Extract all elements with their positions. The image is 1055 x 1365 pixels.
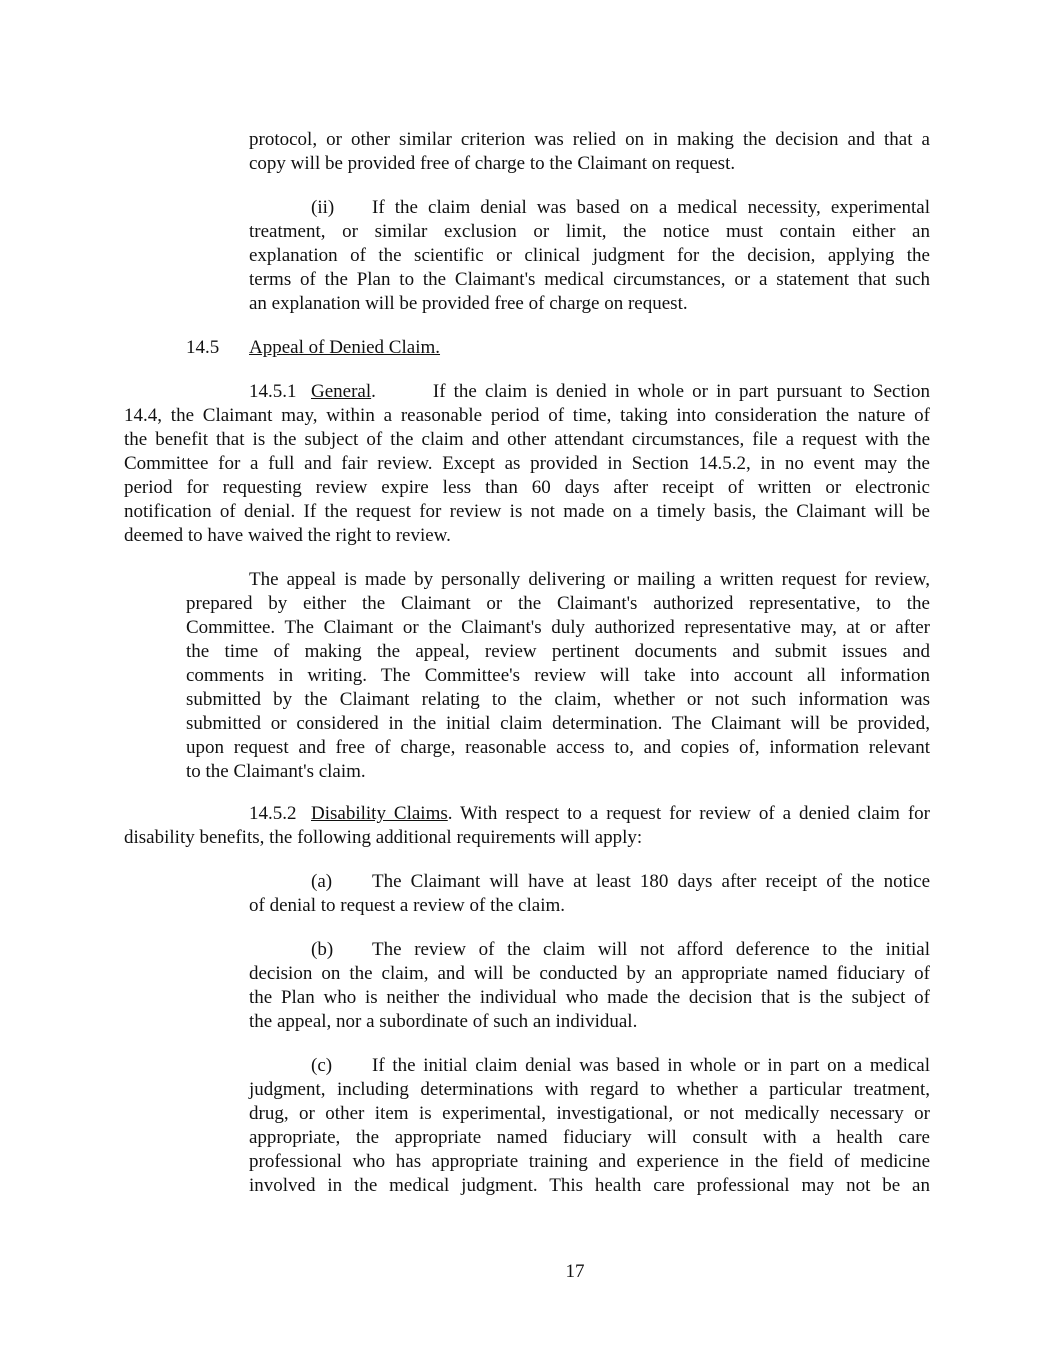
section-heading-14-5 bbox=[186, 336, 930, 360]
page-number: 17 bbox=[565, 1261, 585, 1282]
paragraph-14-5-1 bbox=[124, 380, 930, 548]
text-line bbox=[249, 1054, 930, 1078]
text-line: disability benefits, the following additional requirements will apply: bbox=[124, 827, 643, 848]
text-line bbox=[249, 196, 930, 220]
text-line: deemed to have waived the right to review. bbox=[124, 525, 451, 546]
text-line: prepared by either the Claimant or the Claimant's authorized representative, to the bbox=[186, 593, 930, 614]
section-number: 14.5 bbox=[186, 337, 220, 358]
paragraph-criterion-continuation bbox=[249, 128, 930, 176]
text-line: comments in writing. The Committee's review will take into account all information bbox=[186, 665, 930, 686]
text-line: the benefit that is the subject of the claim and other attendant circumstances, file a request with the bbox=[124, 429, 930, 450]
text-line: Committee. The Claimant or the Claimant's duly authorized representative may, at or after bbox=[186, 617, 930, 638]
text-line: of denial to request a review of the claim. bbox=[249, 895, 566, 916]
text-line: copy will be provided free of charge to the Claimant on request. bbox=[249, 153, 736, 174]
text-line: explanation of the scientific or clinical judgment for the decision, applying the bbox=[249, 245, 930, 266]
text-line bbox=[249, 938, 930, 962]
item-label: (b) bbox=[311, 939, 334, 960]
text-line: the Plan who is neither the individual who made the decision that is the subject of bbox=[249, 987, 930, 1008]
text-line: If the initial claim denial was based in whole or in part on a medical bbox=[372, 1055, 930, 1076]
item-label: (ii) bbox=[311, 197, 335, 218]
text-line: If the claim is denied in whole or in part pursuant to Section bbox=[432, 381, 930, 402]
paragraph-appeal bbox=[186, 568, 930, 784]
text-line: period for requesting review expire less than 60 days after receipt of written or electronic bbox=[124, 477, 930, 498]
text-line: judgment, including determinations with regard to whether a particular treatment, bbox=[249, 1079, 930, 1100]
text-line: treatment, or similar exclusion or limit, the notice must contain either an bbox=[249, 221, 930, 242]
text-line: The appeal is made by personally delivering or mailing a written request for review, bbox=[249, 569, 930, 590]
text-line bbox=[249, 870, 930, 894]
item-a bbox=[249, 870, 930, 918]
paragraph-14-5-2 bbox=[124, 802, 930, 850]
text-line: Committee for a full and fair review. Except as provided in Section 14.5.2, in no event may the bbox=[124, 453, 930, 474]
heading-suffix: . bbox=[371, 381, 376, 402]
item-label: (a) bbox=[311, 871, 333, 892]
text-line: If the claim denial was based on a medical necessity, experimental bbox=[372, 197, 930, 218]
item-b bbox=[249, 938, 930, 1034]
text-line: . With respect to a request for review of a denied claim for bbox=[447, 803, 930, 824]
text-line: submitted or considered in the initial claim determination. The Claimant will be provided, bbox=[186, 713, 930, 734]
text-line: protocol, or other similar criterion was relied on in making the decision and that a bbox=[249, 129, 930, 150]
text-line: submitted by the Claimant relating to the claim, whether or not such information was bbox=[186, 689, 930, 710]
paragraph-ii bbox=[249, 196, 930, 316]
text-line: terms of the Plan to the Claimant's medical circumstances, or a statement that such bbox=[249, 269, 930, 290]
text-line: upon request and free of charge, reasonable access to, and copies of, information relevant bbox=[186, 737, 930, 758]
section-title: Appeal of Denied Claim. bbox=[249, 337, 441, 358]
text-line: the appeal, nor a subordinate of such an individual. bbox=[249, 1011, 638, 1032]
text-line: to the Claimant's claim. bbox=[186, 761, 366, 782]
subsection-number: 14.5.2 bbox=[249, 803, 297, 824]
text-line: appropriate, the appropriate named fiduciary will consult with a health care bbox=[249, 1127, 930, 1148]
text-line: The review of the claim will not afford deference to the initial bbox=[372, 939, 930, 960]
text-line: involved in the medical judgment. This health care professional may not be an bbox=[249, 1175, 930, 1196]
text-line bbox=[124, 380, 930, 404]
item-c bbox=[249, 1054, 930, 1198]
text-line: decision on the claim, and will be conducted by an appropriate named fiduciary of bbox=[249, 963, 930, 984]
text-line: an explanation will be provided free of charge on request. bbox=[249, 293, 688, 314]
text-line bbox=[124, 802, 930, 826]
item-label: (c) bbox=[311, 1055, 333, 1076]
text-line: the time of making the appeal, review pertinent documents and submit issues and bbox=[186, 641, 930, 662]
text-line: professional who has appropriate training and experience in the field of medicine bbox=[249, 1151, 930, 1172]
subsection-number: 14.5.1 bbox=[249, 381, 297, 402]
text-line: notification of denial. If the request for review is not made on a timely basis, the Claimant will be bbox=[124, 501, 930, 522]
text-line: The Claimant will have at least 180 days after receipt of the notice bbox=[372, 871, 930, 892]
text-line: 14.4, the Claimant may, within a reasonable period of time, taking into consideration the nature of bbox=[124, 405, 930, 426]
subsection-heading: Disability Claims bbox=[311, 803, 448, 824]
text-line: drug, or other item is experimental, investigational, or not medically necessary or bbox=[249, 1103, 930, 1124]
subsection-heading: General bbox=[311, 381, 372, 402]
